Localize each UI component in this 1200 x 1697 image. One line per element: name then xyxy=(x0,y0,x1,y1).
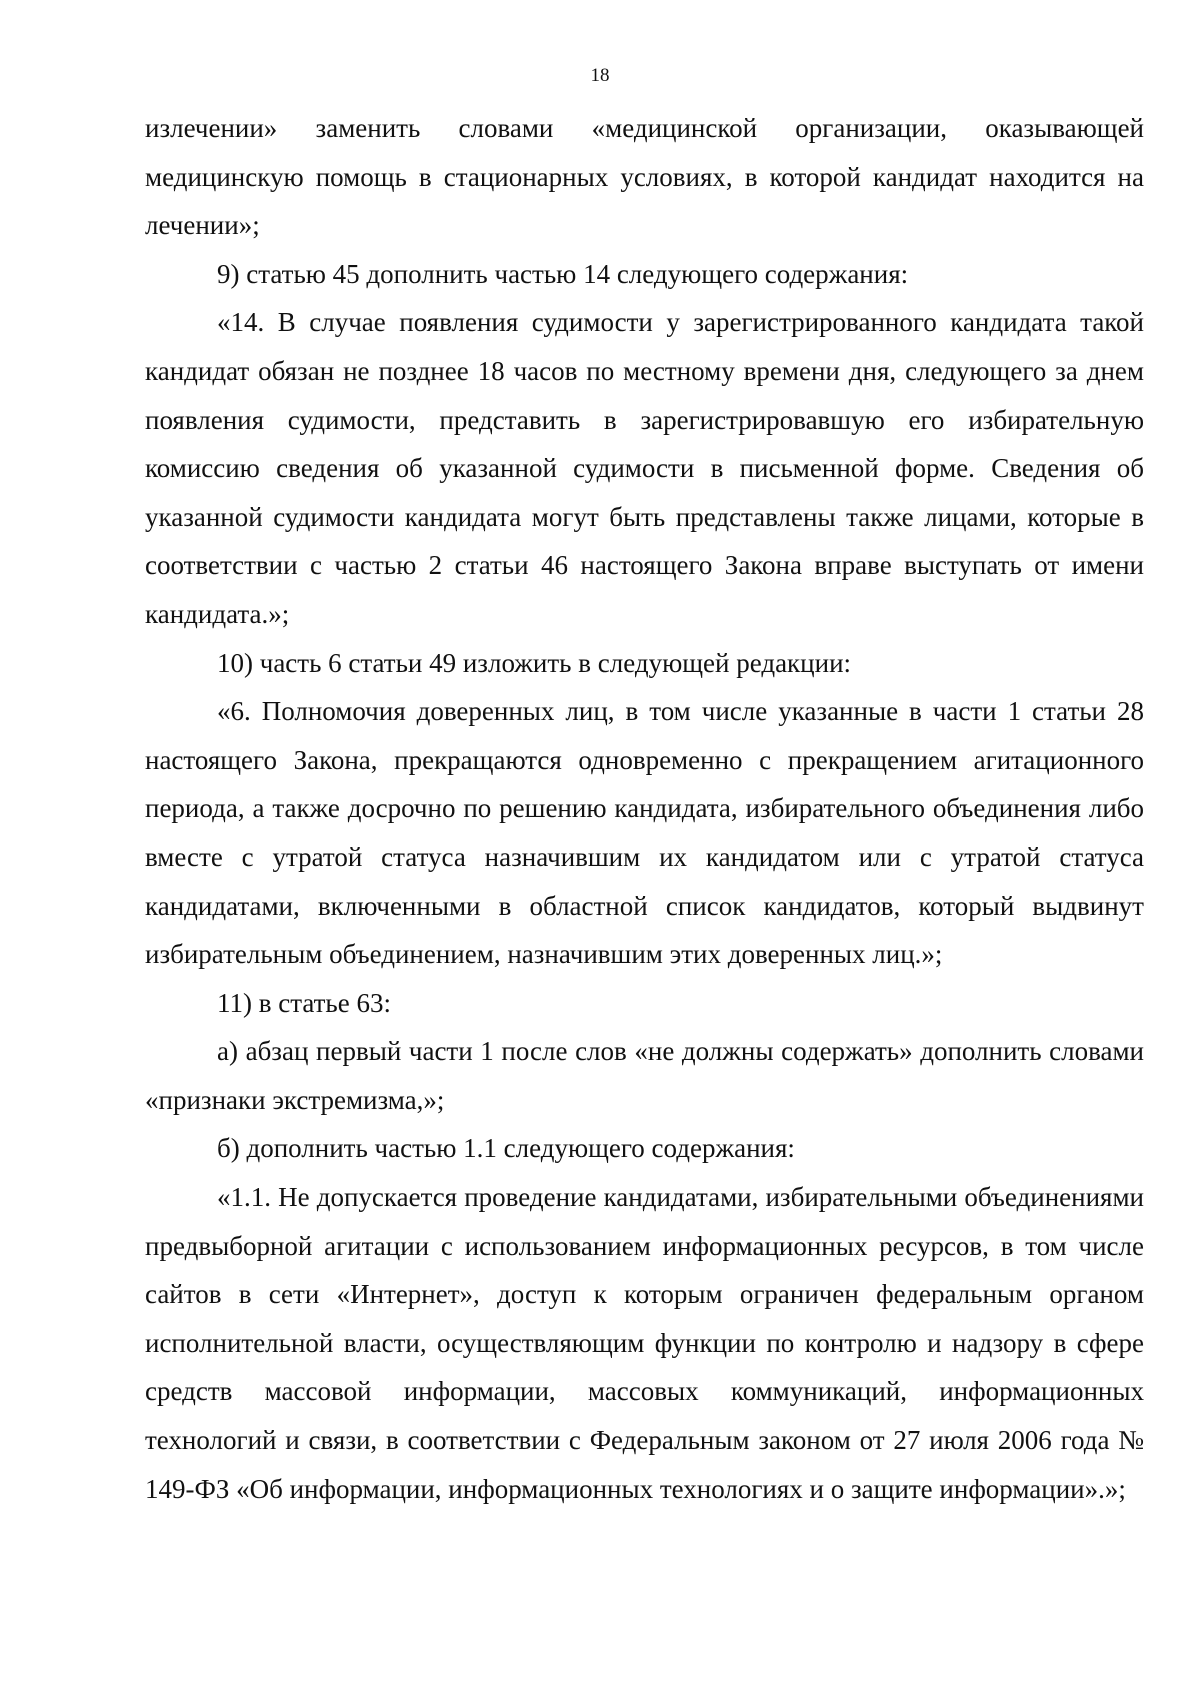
paragraph-subitem-a: а) абзац первый части 1 после слов «не должны содержать» дополнить словами «признаки экстремизма,»; xyxy=(145,1036,1144,1115)
page-number: 18 xyxy=(590,65,610,86)
paragraph-part-6: «6. Полномочия доверенных лиц, в том числе указанные в части 1 статьи 28 настоящего Закона, прекращаются одновременно с прекращением агитационного периода, а также досрочно по решению кандидата, избирательного объединения либо вместе с утратой статуса назначившим их кандидатом или с утратой статуса кандидатами, включенными в областной список кандидатов, который выдвинут избирательным объединением, назначившим этих доверенных лиц.»; xyxy=(145,696,1144,970)
paragraph-part-1-1: «1.1. Не допускается проведение кандидатами, избирательными объединениями предвыборной агитации с использованием информационных ресурсов, в том числе сайтов в сети «Интернет», доступ к которым ограничен федеральным органом исполнительной власти, осуществляющим функции по контролю и надзору в сфере средств массовой информации, массовых коммуникаций, информационных технологий и связи, в соответствии с Федеральным законом от 27 июля 2006 года № 149-ФЗ «Об информации, информационных технологиях и о защите информации».»; xyxy=(145,1182,1144,1504)
paragraph-part-14: «14. В случае появления судимости у зарегистрированного кандидата такой кандидат обязан не позднее 18 часов по местному времени дня, следующего за днем появления судимости, представить в зарегистрировавшую его избирательную комиссию сведения об указанной судимости в письменной форме. Сведения об указанной судимости кандидата могут быть представлены также лицами, которые в соответствии с частью 2 статьи 46 настоящего Закона вправе выступать от имени кандидата.»; xyxy=(145,307,1144,629)
paragraph-continuation: излечении» заменить словами «медицинской организации, оказывающей медицинскую помощь в стационарных условиях, в которой кандидат находится на лечении»; xyxy=(145,113,1144,241)
document-body xyxy=(145,104,1144,1513)
paragraph-subitem-b: б) дополнить частью 1.1 следующего содержания: xyxy=(217,1133,795,1164)
paragraph-item-10: 10) часть 6 статьи 49 изложить в следующей редакции: xyxy=(217,647,852,678)
paragraph-item-11: 11) в статье 63: xyxy=(217,987,391,1018)
paragraph-item-9: 9) статью 45 дополнить частью 14 следующего содержания: xyxy=(217,258,909,289)
